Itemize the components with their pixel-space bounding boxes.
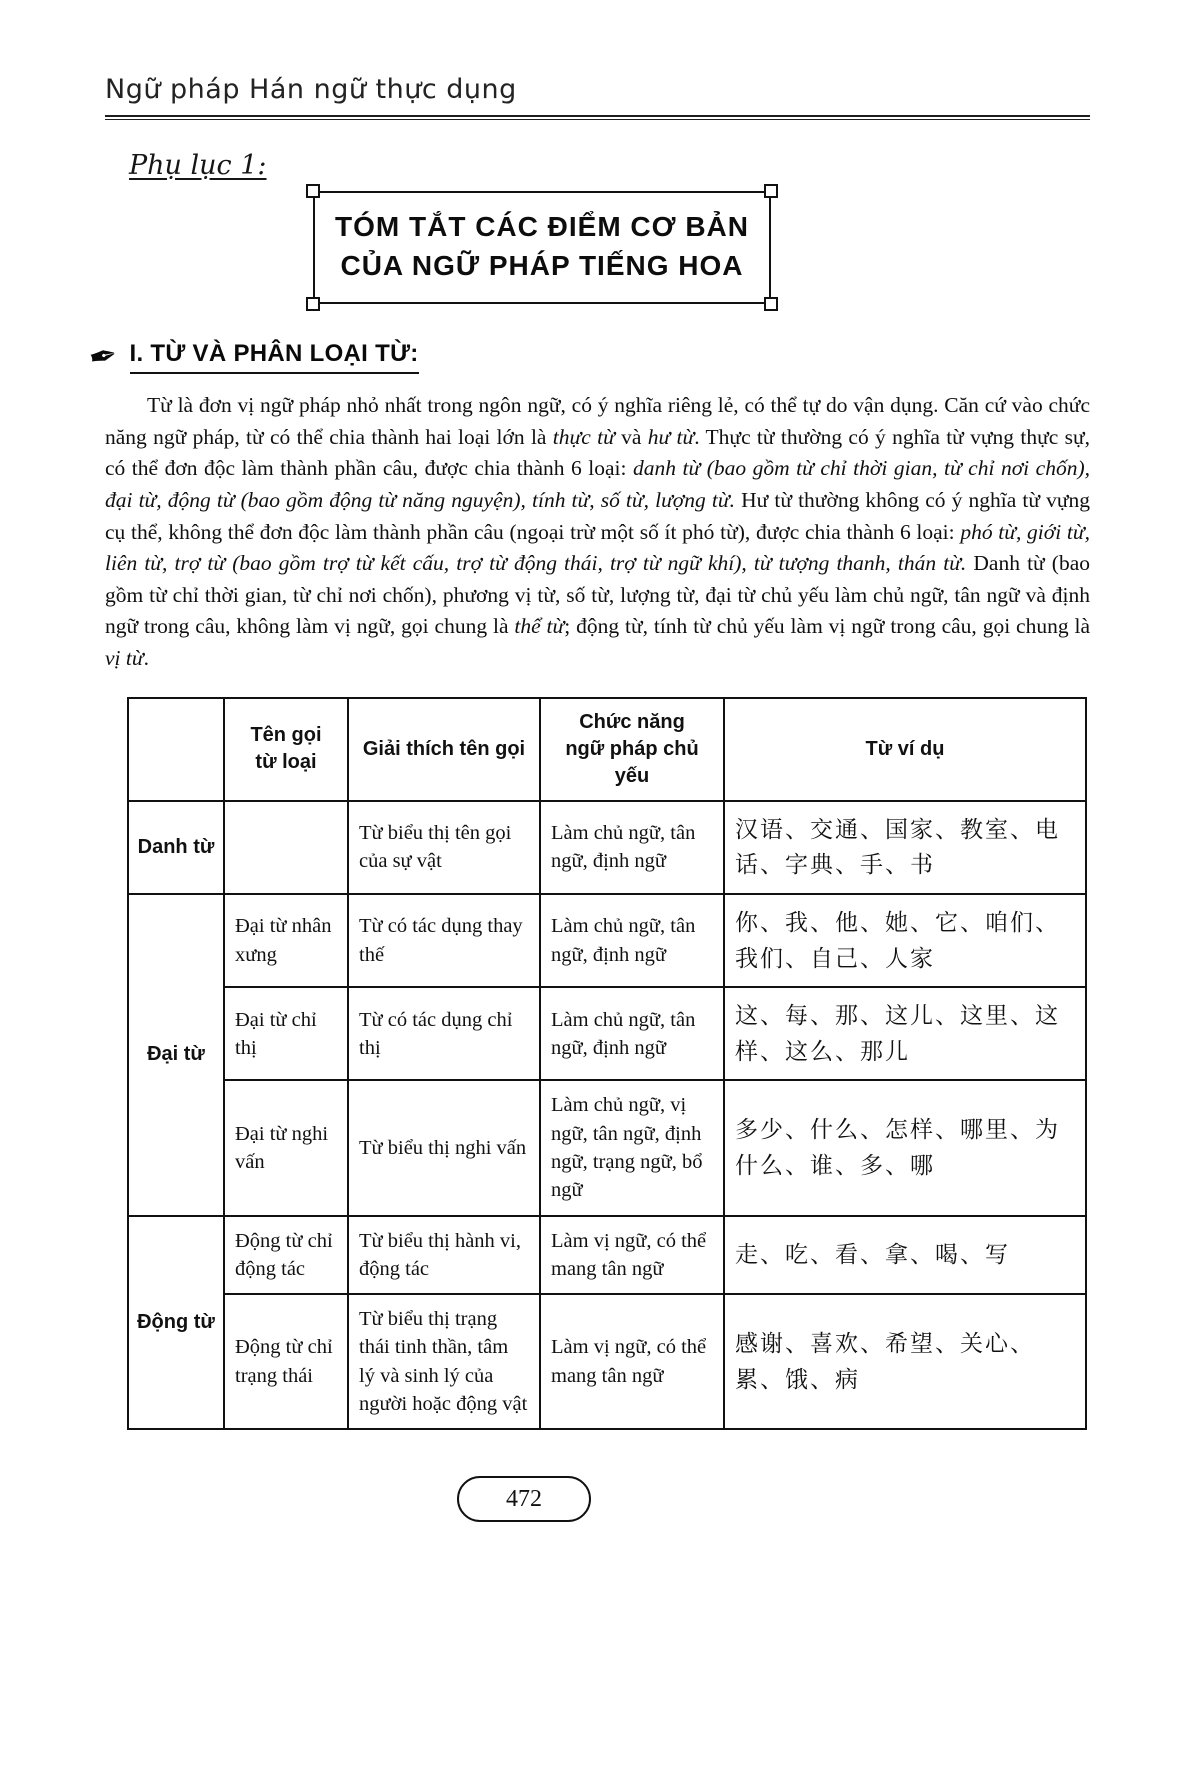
corner-ornament-bottom-right	[764, 297, 778, 311]
corner-ornament-top-right	[764, 184, 778, 198]
table-cell-explanation: Từ có tác dụng chỉ thị	[348, 987, 540, 1080]
section-heading	[85, 334, 1090, 380]
table-header-row	[128, 698, 1086, 801]
table-cell-examples: 你、我、他、她、它、咱们、我们、自己、人家	[724, 894, 1086, 987]
table-cell-explanation: Từ biểu thị trạng thái tinh thần, tâm lý và sinh lý của người hoặc động vật	[348, 1294, 540, 1429]
table-row	[128, 801, 1086, 894]
corner-ornament-top-left	[306, 184, 320, 198]
table-cell-subtype: Đại từ chỉ thị	[224, 987, 348, 1080]
table-cell-function: Làm vị ngữ, có thể mang tân ngữ	[540, 1216, 724, 1295]
table-group-cell: Danh từ	[128, 801, 224, 894]
table-cell-examples: 感谢、喜欢、希望、关心、累、饿、病	[724, 1294, 1086, 1429]
page-header	[105, 74, 1090, 120]
table-header-cell: Tên gọi từ loại	[224, 698, 348, 801]
header-rule	[105, 115, 1090, 120]
text-segment: Hư từ thường không có ý nghĩa từ vựng cụ thể, không thể đơn độc làm thành phần câu (ngoại trừ một số ít phó từ), được chia thành 6 loại:	[105, 488, 1091, 544]
section-title: I. TỪ VÀ PHÂN LOẠI TỪ:	[130, 340, 419, 374]
table-cell-subtype: Động từ chỉ trạng thái	[224, 1294, 348, 1429]
table-row	[128, 1080, 1086, 1215]
table-cell-examples: 走、吃、看、拿、喝、写	[724, 1216, 1086, 1295]
table-cell-function: Làm chủ ngữ, vị ngữ, tân ngữ, định ngữ, trạng ngữ, bổ ngữ	[540, 1080, 724, 1215]
table-row	[128, 894, 1086, 987]
title-line-1: TÓM TẮT CÁC ĐIỂM CƠ BẢN	[335, 211, 749, 242]
table-header-cell: Giải thích tên gọi	[348, 698, 540, 801]
table-header-cell	[128, 698, 224, 801]
italic-segment: phó từ, giới từ, liên từ, trợ từ (bao gồm trợ từ kết cấu, trợ từ động thái, trợ từ ngữ khí), từ tượng thanh, thán từ.	[105, 519, 1090, 576]
page-number: 472	[506, 1486, 542, 1513]
table-cell-function: Làm chủ ngữ, tân ngữ, định ngữ	[540, 987, 724, 1080]
table-cell-function: Làm vị ngữ, có thể mang tân ngữ	[540, 1294, 724, 1429]
italic-segment: thể từ	[514, 614, 565, 639]
table-body	[128, 801, 1086, 1430]
table-cell-explanation: Từ biểu thị hành vi, động tác	[348, 1216, 540, 1295]
table-cell-subtype: Động từ chỉ động tác	[224, 1216, 348, 1295]
italic-segment: vị từ	[105, 646, 144, 670]
text-segment: .	[143, 646, 149, 670]
book-title: Ngữ pháp Hán ngữ thực dụng	[105, 74, 517, 105]
table-cell-explanation: Từ biểu thị nghi vấn	[348, 1080, 540, 1215]
corner-ornament-bottom-left	[306, 297, 320, 311]
page-number-badge	[457, 1476, 591, 1522]
table-cell-subtype: Đại từ nhân xưng	[224, 894, 348, 987]
table-group-cell: Đại từ	[128, 894, 224, 1216]
italic-segment: hư từ	[647, 424, 695, 449]
table-header-cell: Chức năng ngữ pháp chủ yếu	[540, 698, 724, 801]
table-cell-explanation: Từ có tác dụng thay thế	[348, 894, 540, 987]
table-cell-function: Làm chủ ngữ, tân ngữ, định ngữ	[540, 894, 724, 987]
intro-paragraph	[105, 390, 1090, 674]
table-cell-examples: 这、每、那、这儿、这里、这样、这么、那儿	[724, 987, 1086, 1080]
table-cell-examples: 多少、什么、怎样、哪里、为什么、谁、多、哪	[724, 1080, 1086, 1215]
italic-segment: danh từ (bao gồm từ chỉ thời gian, từ chỉ nơi chốn), đại từ, động từ (bao gồm động từ năng nguyện), tính từ, số từ, lượng từ.	[105, 456, 1090, 513]
title-box	[313, 191, 771, 304]
table-row	[128, 987, 1086, 1080]
table-cell-subtype	[224, 801, 348, 894]
text-segment: ; động từ, tính từ chủ yếu làm vị ngữ trong câu, gọi chung là	[564, 614, 1090, 639]
title-line-2: CỦA NGỮ PHÁP TIẾNG HOA	[340, 249, 744, 281]
table-cell-function: Làm chủ ngữ, tân ngữ, định ngữ	[540, 801, 724, 894]
table-cell-explanation: Từ biểu thị tên gọi của sự vật	[348, 801, 540, 894]
pen-icon: ✒	[85, 334, 122, 380]
table-row	[128, 1294, 1086, 1429]
text-segment: Danh từ (bao gồm từ chỉ thời gian, từ chỉ nơi chốn), phương vị từ, số từ, lượng từ, đại từ chủ yếu làm chủ ngữ, tân ngữ và định ngữ trong câu, không làm vị ngữ, gọi chung là	[105, 551, 1091, 639]
table-cell-examples: 汉语、交通、国家、教室、电话、字典、手、书	[724, 801, 1086, 894]
word-class-table	[127, 697, 1087, 1431]
appendix-label: Phụ lục 1:	[129, 150, 267, 181]
text-segment: và	[614, 424, 648, 449]
italic-segment: thực từ	[552, 424, 615, 449]
table-row	[128, 1216, 1086, 1295]
table-cell-subtype: Đại từ nghi vấn	[224, 1080, 348, 1215]
text-segment: Từ là đơn vị ngữ pháp nhỏ nhất trong ngôn ngữ, có ý nghĩa riêng lẻ, có thể tự do vận dụng. Căn cứ vào chức năng ngữ pháp, từ có thể chia thành hai loại lớn là	[105, 393, 1090, 449]
table-header-cell: Từ ví dụ	[724, 698, 1086, 801]
text-segment: . Thực từ thường có ý nghĩa từ vựng thực sự, có thể đơn độc làm thành phần câu, được chia thành 6 loại:	[105, 424, 1090, 481]
table-group-cell: Động từ	[128, 1216, 224, 1430]
